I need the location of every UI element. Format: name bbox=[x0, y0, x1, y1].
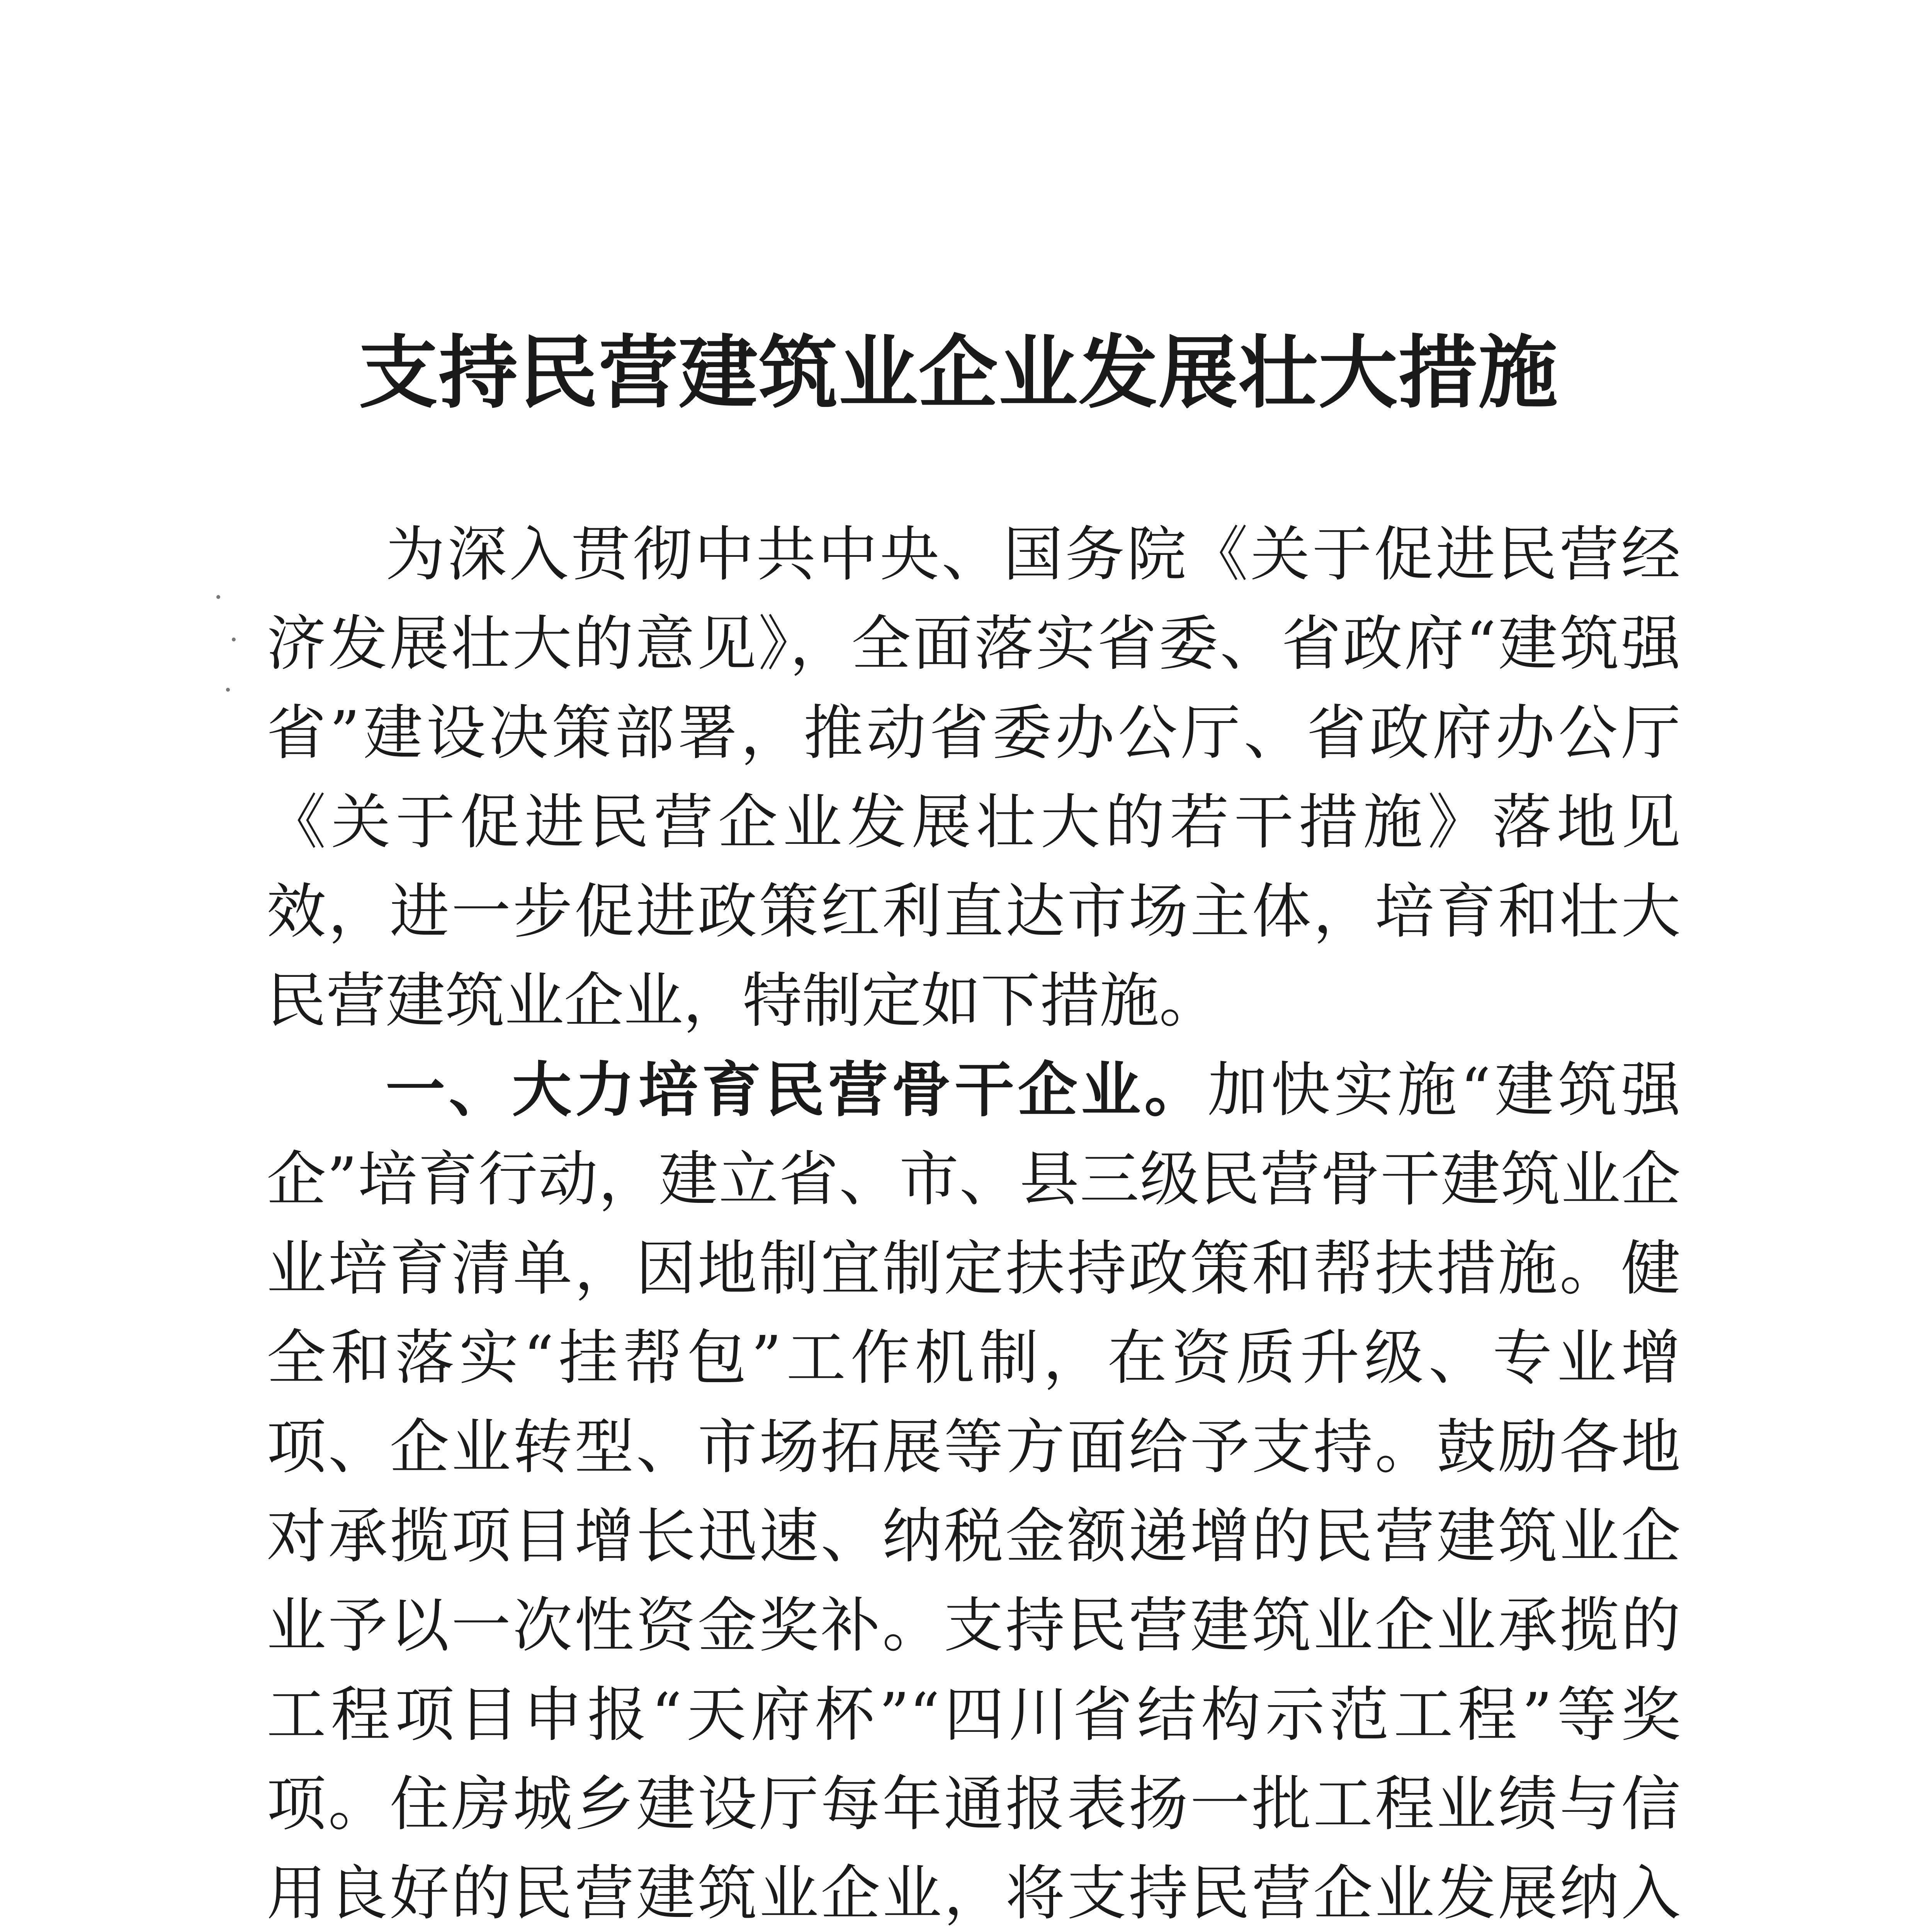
section-1-text: 加快实施“建筑强企”培育行动，建立省、市、县三级民营骨干建筑业企业培育清单，因地制宜制定扶持政策和帮扶措施。健全和落实“挂帮包”工作机制，在资质升级、专业增项、企业转型、市场拓展等方面给予支持。鼓励各地对承揽项目增长迅速、纳税金额递增的民营建筑业企业予以一次性资金奖补。支持民营建筑业企业承揽的工程项目申报“天府杯”“四川省结构示范工程”等奖项。住房城乡建设厅每年通报表扬一批工程业绩与信用良好的民营建筑业企业，将支持民营企业发展纳入 bbox=[267, 1056, 1681, 1928]
scan-speck bbox=[232, 638, 236, 641]
scan-speck bbox=[216, 595, 220, 599]
document-body bbox=[267, 510, 1681, 1932]
document-title: 支持民营建筑业企业发展壮大措施 bbox=[359, 327, 1558, 419]
paragraph-section-1 bbox=[267, 1046, 1681, 1932]
paragraph-intro bbox=[267, 510, 1681, 1046]
scan-speck bbox=[226, 688, 230, 692]
paragraph-intro-text: 为深入贯彻中共中央、国务院《关于促进民营经济发展壮大的意见》，全面落实省委、省政府“建筑强省”建设决策部署，推动省委办公厅、省政府办公厅《关于促进民营企业发展壮大的若干措施》落地见效，进一步促进政策红利直达市场主体，培育和壮大民营建筑业企业，特制定如下措施。 bbox=[267, 520, 1681, 1036]
section-1-heading: 一、大力培育民营骨干企业。 bbox=[386, 1056, 1208, 1125]
